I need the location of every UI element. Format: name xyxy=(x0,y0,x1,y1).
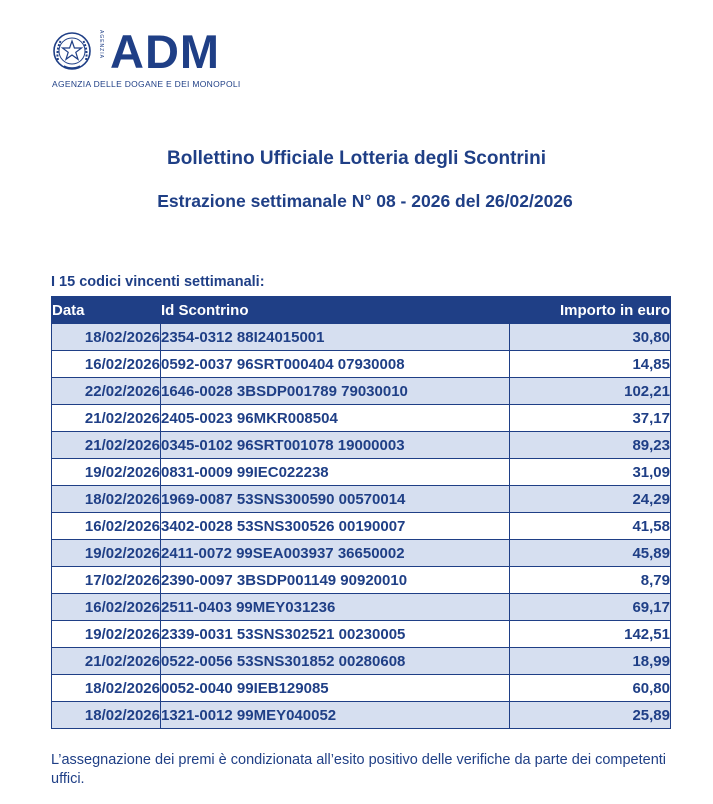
cell-amount: 24,29 xyxy=(510,486,671,513)
logo-vertical-text: AGENZIA xyxy=(98,30,104,59)
cell-receipt-id: 2354-0312 88I24015001 xyxy=(161,324,510,351)
cell-date: 19/02/2026 xyxy=(52,459,161,486)
cell-receipt-id: 2511-0403 99MEY031236 xyxy=(161,594,510,621)
cell-amount: 31,09 xyxy=(510,459,671,486)
cell-amount: 18,99 xyxy=(510,648,671,675)
cell-date: 18/02/2026 xyxy=(52,675,161,702)
table-row xyxy=(52,675,671,702)
cell-date: 21/02/2026 xyxy=(52,405,161,432)
cell-amount: 69,17 xyxy=(510,594,671,621)
cell-date: 18/02/2026 xyxy=(52,702,161,729)
cell-receipt-id: 2390-0097 3BSDP001149 90920010 xyxy=(161,567,510,594)
brand-name: ADM xyxy=(110,25,221,78)
cell-date: 21/02/2026 xyxy=(52,648,161,675)
table-row xyxy=(52,459,671,486)
cell-date: 17/02/2026 xyxy=(52,567,161,594)
table-row xyxy=(52,405,671,432)
cell-amount: 41,58 xyxy=(510,513,671,540)
cell-receipt-id: 0831-0009 99IEC022238 xyxy=(161,459,510,486)
cell-date: 19/02/2026 xyxy=(52,621,161,648)
cell-receipt-id: 3402-0028 53SNS300526 00190007 xyxy=(161,513,510,540)
table-row xyxy=(52,540,671,567)
column-header-id: Id Scontrino xyxy=(161,297,510,324)
page-subtitle: Estrazione settimanale N° 08 - 2026 del 26/02/2026 xyxy=(157,191,573,211)
cell-amount: 60,80 xyxy=(510,675,671,702)
table-row xyxy=(52,324,671,351)
table-row xyxy=(52,594,671,621)
table-row xyxy=(52,378,671,405)
cell-amount: 102,21 xyxy=(510,378,671,405)
page-title: Bollettino Ufficiale Lotteria degli Scontrini xyxy=(167,148,546,169)
cell-amount: 8,79 xyxy=(510,567,671,594)
table-row xyxy=(52,702,671,729)
italian-republic-emblem-icon xyxy=(52,30,92,72)
cell-amount: 142,51 xyxy=(510,621,671,648)
table-row xyxy=(52,432,671,459)
cell-date: 16/02/2026 xyxy=(52,351,161,378)
disclaimer-note: L’assegnazione dei premi è condizionata all’esito positivo delle verifiche da parte dei competenti uffici. xyxy=(51,752,667,787)
column-header-date: Data xyxy=(52,297,161,324)
table-row xyxy=(52,567,671,594)
cell-amount: 25,89 xyxy=(510,702,671,729)
agency-name: AGENZIA DELLE DOGANE E DEI MONOPOLI xyxy=(52,79,241,89)
cell-date: 22/02/2026 xyxy=(52,378,161,405)
cell-amount: 14,85 xyxy=(510,351,671,378)
cell-receipt-id: 2411-0072 99SEA003937 36650002 xyxy=(161,540,510,567)
cell-receipt-id: 0522-0056 53SNS301852 00280608 xyxy=(161,648,510,675)
cell-date: 18/02/2026 xyxy=(52,324,161,351)
cell-receipt-id: 2405-0023 96MKR008504 xyxy=(161,405,510,432)
table-body xyxy=(52,324,671,729)
table-row xyxy=(52,621,671,648)
cell-date: 16/02/2026 xyxy=(52,594,161,621)
cell-date: 19/02/2026 xyxy=(52,540,161,567)
cell-amount: 37,17 xyxy=(510,405,671,432)
cell-date: 18/02/2026 xyxy=(52,486,161,513)
table-row xyxy=(52,351,671,378)
column-header-amount: Importo in euro xyxy=(510,297,671,324)
table-row xyxy=(52,486,671,513)
cell-date: 21/02/2026 xyxy=(52,432,161,459)
cell-receipt-id: 1969-0087 53SNS300590 00570014 xyxy=(161,486,510,513)
table-caption: I 15 codici vincenti settimanali: xyxy=(51,274,265,290)
winning-codes-table xyxy=(51,296,671,729)
table-header-row xyxy=(52,297,671,324)
table-row xyxy=(52,648,671,675)
cell-receipt-id: 2339-0031 53SNS302521 00230005 xyxy=(161,621,510,648)
table-row xyxy=(52,513,671,540)
cell-amount: 89,23 xyxy=(510,432,671,459)
cell-amount: 30,80 xyxy=(510,324,671,351)
cell-receipt-id: 0592-0037 96SRT000404 07930008 xyxy=(161,351,510,378)
cell-date: 16/02/2026 xyxy=(52,513,161,540)
adm-logo xyxy=(52,25,252,90)
cell-amount: 45,89 xyxy=(510,540,671,567)
cell-receipt-id: 1321-0012 99MEY040052 xyxy=(161,702,510,729)
cell-receipt-id: 0345-0102 96SRT001078 19000003 xyxy=(161,432,510,459)
cell-receipt-id: 1646-0028 3BSDP001789 79030010 xyxy=(161,378,510,405)
cell-receipt-id: 0052-0040 99IEB129085 xyxy=(161,675,510,702)
